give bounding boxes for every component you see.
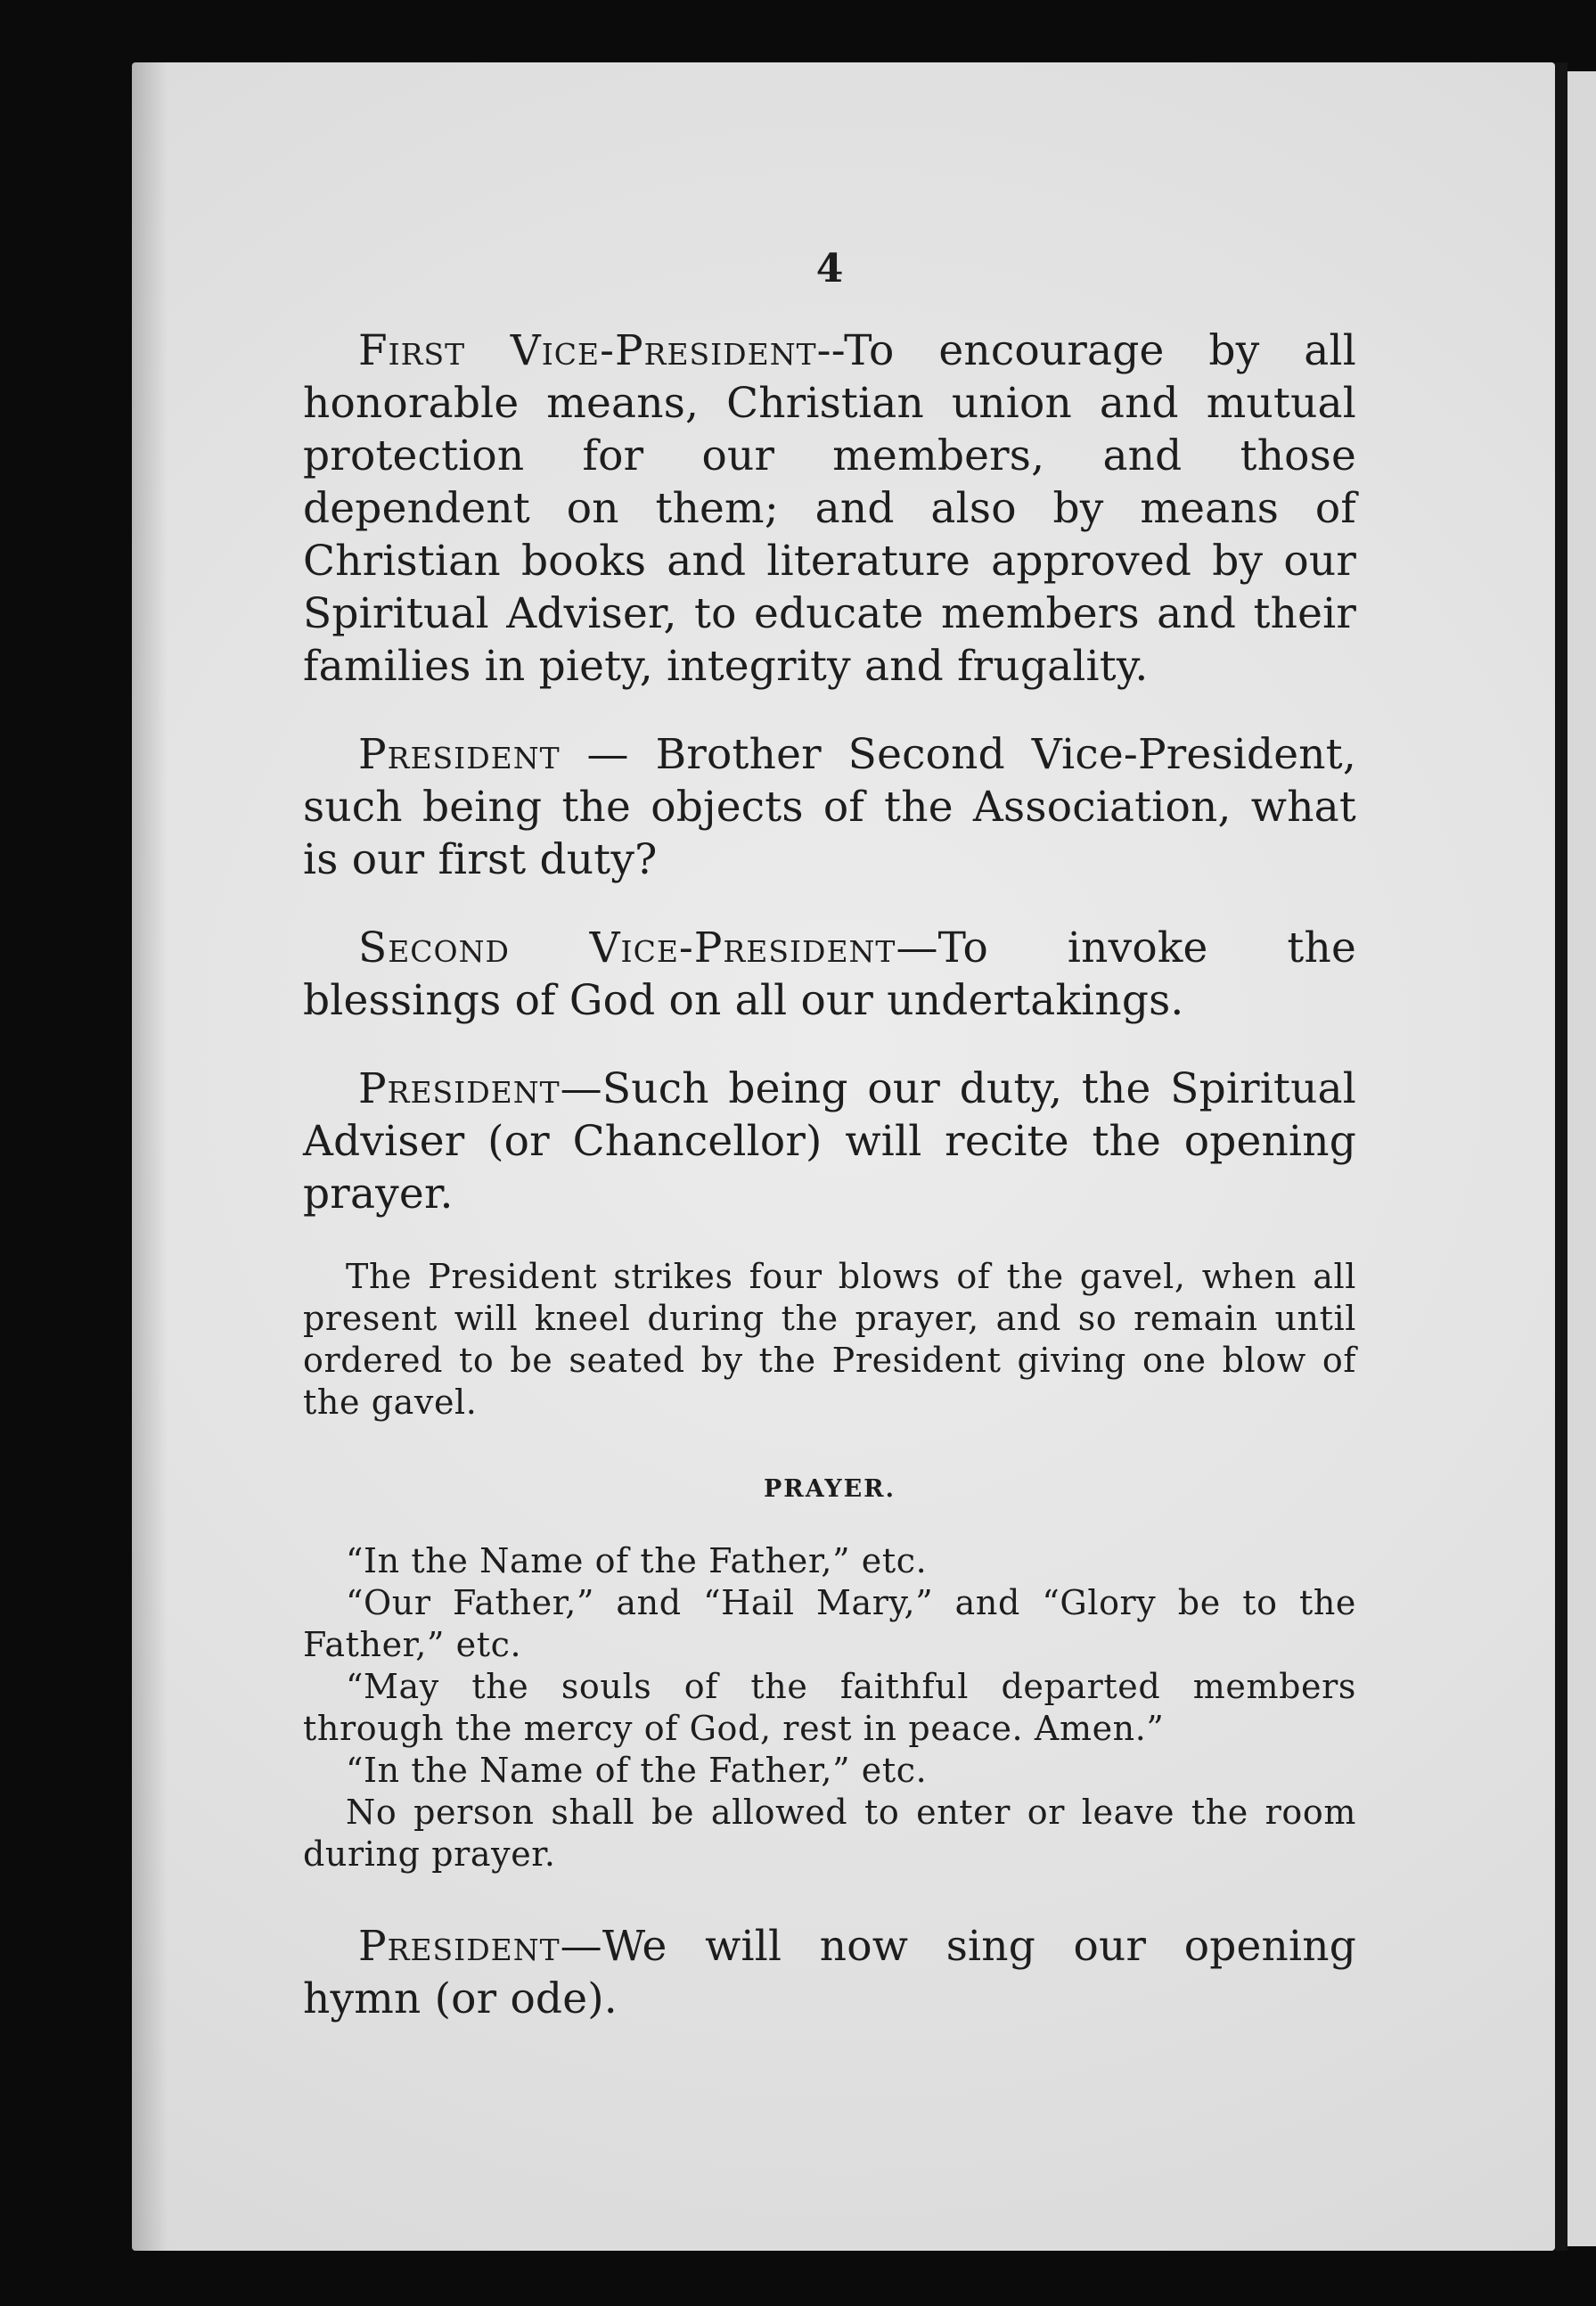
paragraph-text: — Brother Second Vice-President, such being the objects of the Association, what is our first duty? xyxy=(303,730,1356,884)
paragraph-second-vice-president xyxy=(303,922,1356,1027)
prayer-line: “In the Name of the Father,” etc. xyxy=(346,1751,928,1790)
prayer-line: “In the Name of the Father,” etc. xyxy=(346,1541,928,1580)
page-number: 4 xyxy=(815,246,844,291)
speaker-label: President xyxy=(358,1064,561,1113)
paragraph-text: --To encourage by all honorable means, Christian union and mutual protection for our members, and those dependent on them; and also by means of Christian books and literature approved by our Spiritual Adviser, to educate members and their families in piety, integrity and frugality. xyxy=(303,326,1356,691)
prayer-line: “May the souls of the faithful departed members through the mercy of God, rest in peace. Amen.” xyxy=(303,1667,1356,1748)
speaker-label: President xyxy=(358,730,561,779)
paragraph-text: —Such being our duty, the Spiritual Adviser (or Chancellor) will recite the opening prayer. xyxy=(303,1064,1356,1219)
paragraph-president-prayer-call xyxy=(303,1063,1356,1220)
speaker-label: First Vice-President xyxy=(358,326,817,375)
paragraph-president-hymn xyxy=(303,1920,1356,2025)
paragraph-text: —To invoke the blessings of God on all our undertakings. xyxy=(303,923,1356,1025)
paragraph-president-question xyxy=(303,728,1356,886)
page-shadow xyxy=(132,62,168,2251)
speaker-label: Second Vice-President xyxy=(358,923,896,972)
paragraph-first-vice-president xyxy=(303,324,1356,693)
book-binding xyxy=(1555,62,1567,2251)
page-content xyxy=(303,246,1356,2061)
prayer-line: No person shall be allowed to enter or leave the room during prayer. xyxy=(303,1793,1356,1874)
prayer-text xyxy=(303,1540,1356,1875)
adjacent-page-edge xyxy=(1567,71,1596,2246)
speaker-label: President xyxy=(358,1922,561,1971)
paragraph-text: —We will now sing our opening hymn (or ode). xyxy=(303,1922,1356,2023)
prayer-line: “Our Father,” and “Hail Mary,” and “Glory be to the Father,” etc. xyxy=(303,1583,1356,1664)
prayer-heading: PRAYER. xyxy=(763,1475,896,1503)
rubric-note: The President strikes four blows of the gavel, when all present will kneel during the prayer, and so remain until ordered to be seated by the President giving one blow of the gavel. xyxy=(303,1257,1356,1422)
